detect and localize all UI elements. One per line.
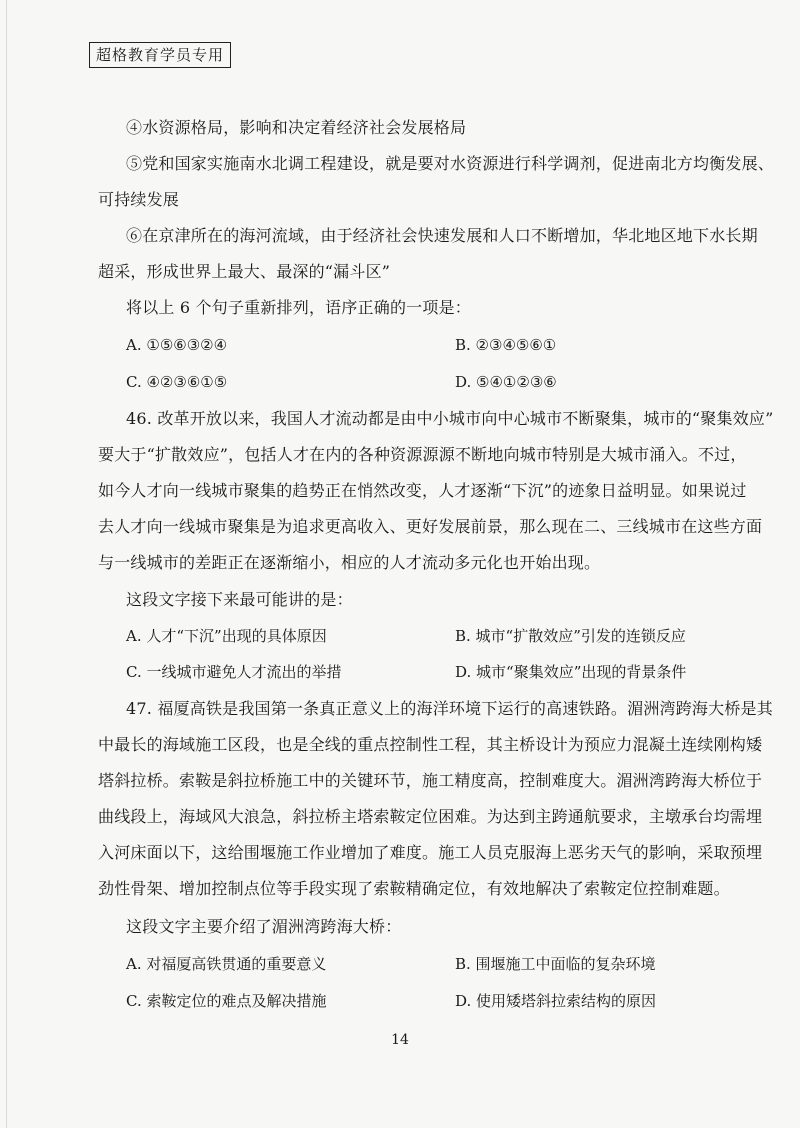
q45-line: ⑥在京津所在的海河流域，由于经济社会快速发展和人口不断增加，华北地区地下水长期: [126, 226, 758, 245]
q46-option-a: A. 人才“下沉”出现的具体原因: [126, 627, 327, 645]
q47-line: 中最长的海域施工区段，也是全线的重点控制性工程，其主桥设计为预应力混凝土连续刚构矮: [98, 735, 763, 754]
q45-line: 可持续发展: [98, 190, 180, 209]
q45-line: ⑤党和国家实施南水北调工程建设，就是要对水资源进行科学调剂，促进南北方均衡发展、: [126, 154, 775, 173]
q46-line: 要大于“扩散效应”，包括人才在内的各种资源源源不断地向城市特别是大城市涌入。不过，: [98, 445, 747, 464]
q47-option-c: C. 索鞍定位的难点及解决措施: [126, 992, 327, 1010]
q46-prompt: 这段文字接下来最可能讲的是：: [126, 590, 353, 609]
q45-option-a: A. ①⑤⑥③②④: [126, 336, 228, 354]
q46-line: 与一线城市的差距正在逐渐缩小，相应的人才流动多元化也开始出现。: [98, 553, 601, 572]
q47-option-d: D. 使用矮塔斜拉索结构的原因: [455, 992, 657, 1010]
q46-option-c: C. 一线城市避免人才流出的举措: [126, 663, 342, 681]
q45-line: ④水资源格局，影响和决定着经济社会发展格局: [126, 118, 467, 137]
scan-edge-line: [6, 0, 7, 1128]
q47-line: 曲线段上，海域风大浪急，斜拉桥主塔索鞍定位困难。为达到主跨通航要求，主墩承台均需埋: [98, 807, 763, 826]
q45-option-d: D. ⑤④①②③⑥: [455, 373, 557, 391]
page-number: 14: [391, 1032, 409, 1048]
q46-option-b: B. 城市“扩散效应”引发的连锁反应: [455, 627, 686, 645]
q47-line: 入河床面以下，这给围堰施工作业增加了难度。施工人员克服海上恶劣天气的影响，采取预埋: [98, 843, 763, 862]
q47-option-b: B. 围堰施工中面临的复杂环境: [455, 955, 656, 973]
q47-line: 塔斜拉桥。索鞍是斜拉桥施工中的关键环节，施工精度高，控制难度大。湄洲湾跨海大桥位于: [98, 771, 763, 790]
q46-line: 46. 改革开放以来，我国人才流动都是由中小城市向中心城市不断聚集，城市的“聚集效应”: [126, 409, 774, 428]
q45-option-b: B. ②③④⑤⑥①: [455, 336, 557, 354]
q47-option-a: A. 对福厦高铁贯通的重要意义: [126, 955, 327, 973]
q47-prompt: 这段文字主要介绍了湄洲湾跨海大桥：: [126, 917, 402, 936]
q45-option-c: C. ④②③⑥①⑤: [126, 373, 228, 391]
q47-line: 劲性骨架、增加控制点位等手段实现了索鞍精确定位，有效地解决了索鞍定位控制难题。: [98, 879, 730, 898]
q46-option-d: D. 城市“聚集效应”出现的背景条件: [455, 663, 687, 681]
q46-line: 去人才向一线城市聚集是为追求更高收入、更好发展前景，那么现在二、三线城市在这些方面: [98, 517, 763, 536]
header-stamp: 超格教育学员专用: [89, 42, 231, 68]
q45-line: 超采，形成世界上最大、最深的“漏斗区”: [98, 262, 391, 281]
q46-line: 如今人才向一线城市聚集的趋势正在悄然改变，人才逐渐“下沉”的迹象日益明显。如果说过: [98, 481, 747, 500]
q47-line: 47. 福厦高铁是我国第一条真正意义上的海洋环境下运行的高速铁路。湄洲湾跨海大桥是其: [126, 699, 773, 718]
q45-prompt: 将以上 6 个句子重新排列，语序正确的一项是：: [126, 298, 471, 317]
